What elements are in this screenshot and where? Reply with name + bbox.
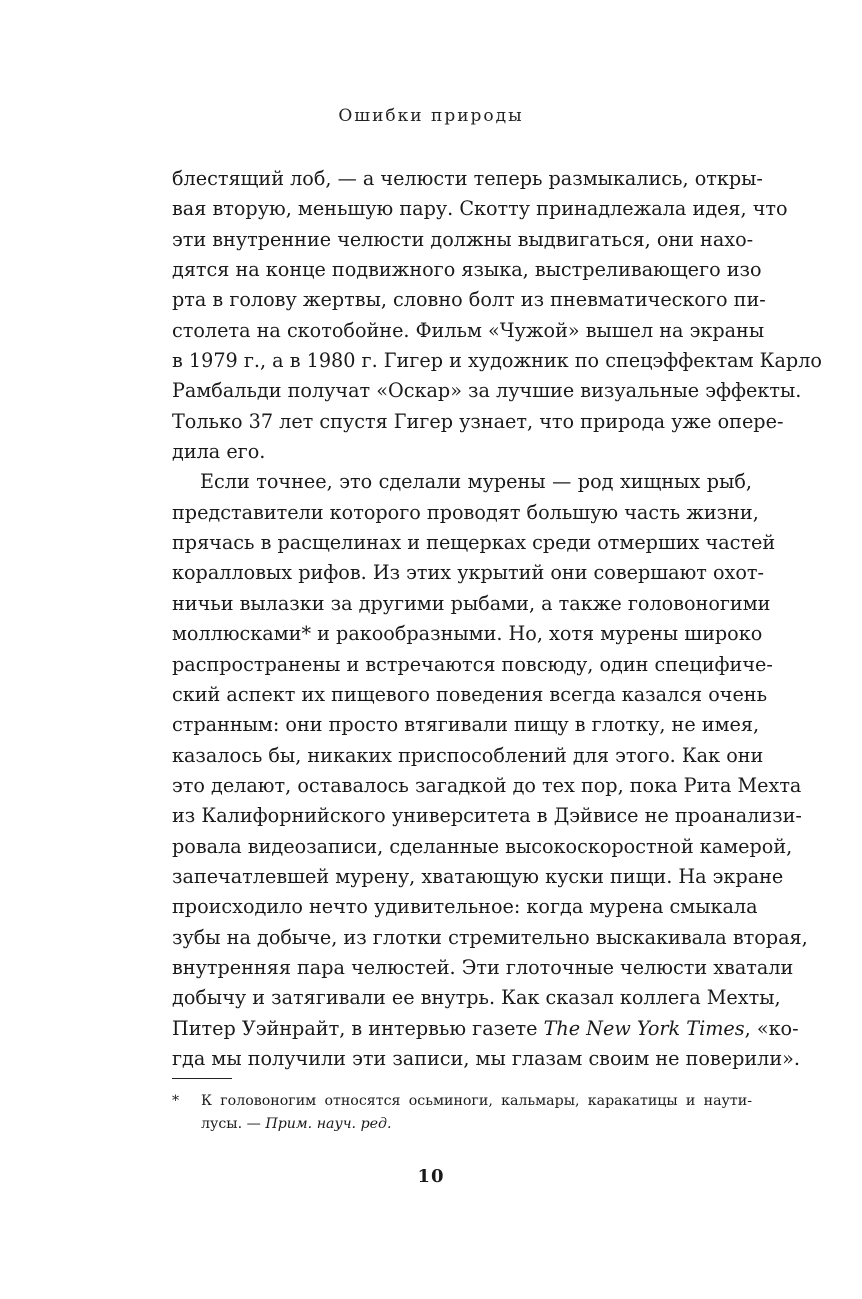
footnote-text: К головоногим относятся осьминоги, кальмары, каракатицы и наути- <box>201 1093 752 1109</box>
page-number: 10 <box>417 1166 445 1187</box>
text-line: вая вторую, меньшую пару. Скотту принадлежала идея, что <box>172 197 788 221</box>
text-line: происходило нечто удивительное: когда мурена смыкала <box>172 895 758 919</box>
text-line: добычу и затягивали ее внутрь. Как сказал коллега Мехты, <box>172 986 781 1010</box>
text-line: эти внутренние челюсти должны выдвигаться, они нахо- <box>172 227 754 251</box>
footnote <box>172 1090 752 1136</box>
text-line: ровала видеозаписи, сделанные высокоскоростной камерой, <box>172 834 793 858</box>
text-line: из Калифорнийского университета в Дэйвисе не проанализи- <box>172 804 802 828</box>
text-fragment: , «ко- <box>744 1016 799 1040</box>
text-line-paragraph-start: Если точнее, это сделали мурены — род хищных рыб, <box>200 470 752 494</box>
text-fragment: Питер Уэйнрайт, в интервью газете <box>172 1016 544 1040</box>
text-line-paragraph-end: гда мы получили эти записи, мы глазам своим не поверили». <box>172 1046 800 1070</box>
text-line: столета на скотобойне. Фильм «Чужой» вышел на экраны <box>172 318 765 342</box>
text-line-with-italic <box>172 1014 799 1044</box>
newspaper-title: The New York Times <box>543 1016 745 1040</box>
text-line: ский аспект их пищевого поведения всегда казался очень <box>172 682 768 706</box>
running-header: Ошибки природы <box>338 106 524 126</box>
body-text <box>172 164 822 1074</box>
footnote-text: лусы. — <box>201 1116 266 1132</box>
text-line: зубы на добыче, из глотки стремительно выскакивала вторая, <box>172 925 808 949</box>
footnote-divider <box>172 1078 232 1079</box>
text-line: это делают, оставалось загадкой до тех пор, пока Рита Мехта <box>172 773 802 797</box>
text-line: прячась в расщелинах и пещерках среди отмерших частей <box>172 531 776 555</box>
text-line: коралловых рифов. Из этих укрытий они совершают охот- <box>172 561 765 585</box>
text-line: странным: они просто втягивали пищу в глотку, не имея, <box>172 713 760 737</box>
text-line: дятся на конце подвижного языка, выстреливающего изо <box>172 258 762 282</box>
footnote-line <box>172 1090 752 1113</box>
text-line: казалось бы, никаких приспособлений для этого. Как они <box>172 743 764 767</box>
text-line: представители которого проводят большую часть жизни, <box>172 500 759 524</box>
text-line: внутренняя пара челюстей. Эти глоточные челюсти хватали <box>172 955 794 979</box>
footnote-line <box>172 1113 752 1136</box>
text-line: Рамбальди получат «Оскар» за лучшие визуальные эффекты. <box>172 379 802 403</box>
text-line: блестящий лоб, — а челюсти теперь размыкались, откры- <box>172 167 763 190</box>
text-line: ничьи вылазки за другими рыбами, а также головоногими <box>172 591 771 615</box>
editor-note: Прим. науч. ред. <box>265 1116 392 1132</box>
text-line-paragraph-end: дила его. <box>172 440 266 464</box>
text-line: моллюсками* и ракообразными. Но, хотя мурены широко <box>172 622 763 646</box>
text-line: в 1979 г., а в 1980 г. Гигер и художник по спецэффектам Карло <box>172 349 822 373</box>
footnote-mark: * <box>172 1093 180 1109</box>
text-line: запечатлевшей мурену, хватающую куски пищи. На экране <box>172 864 784 888</box>
text-line: распространены и встречаются повсюду, один специфиче- <box>172 652 773 676</box>
text-line: рта в голову жертвы, словно болт из пневматического пи- <box>172 288 766 312</box>
text-line: Только 37 лет спустя Гигер узнает, что природа уже опере- <box>172 409 784 433</box>
